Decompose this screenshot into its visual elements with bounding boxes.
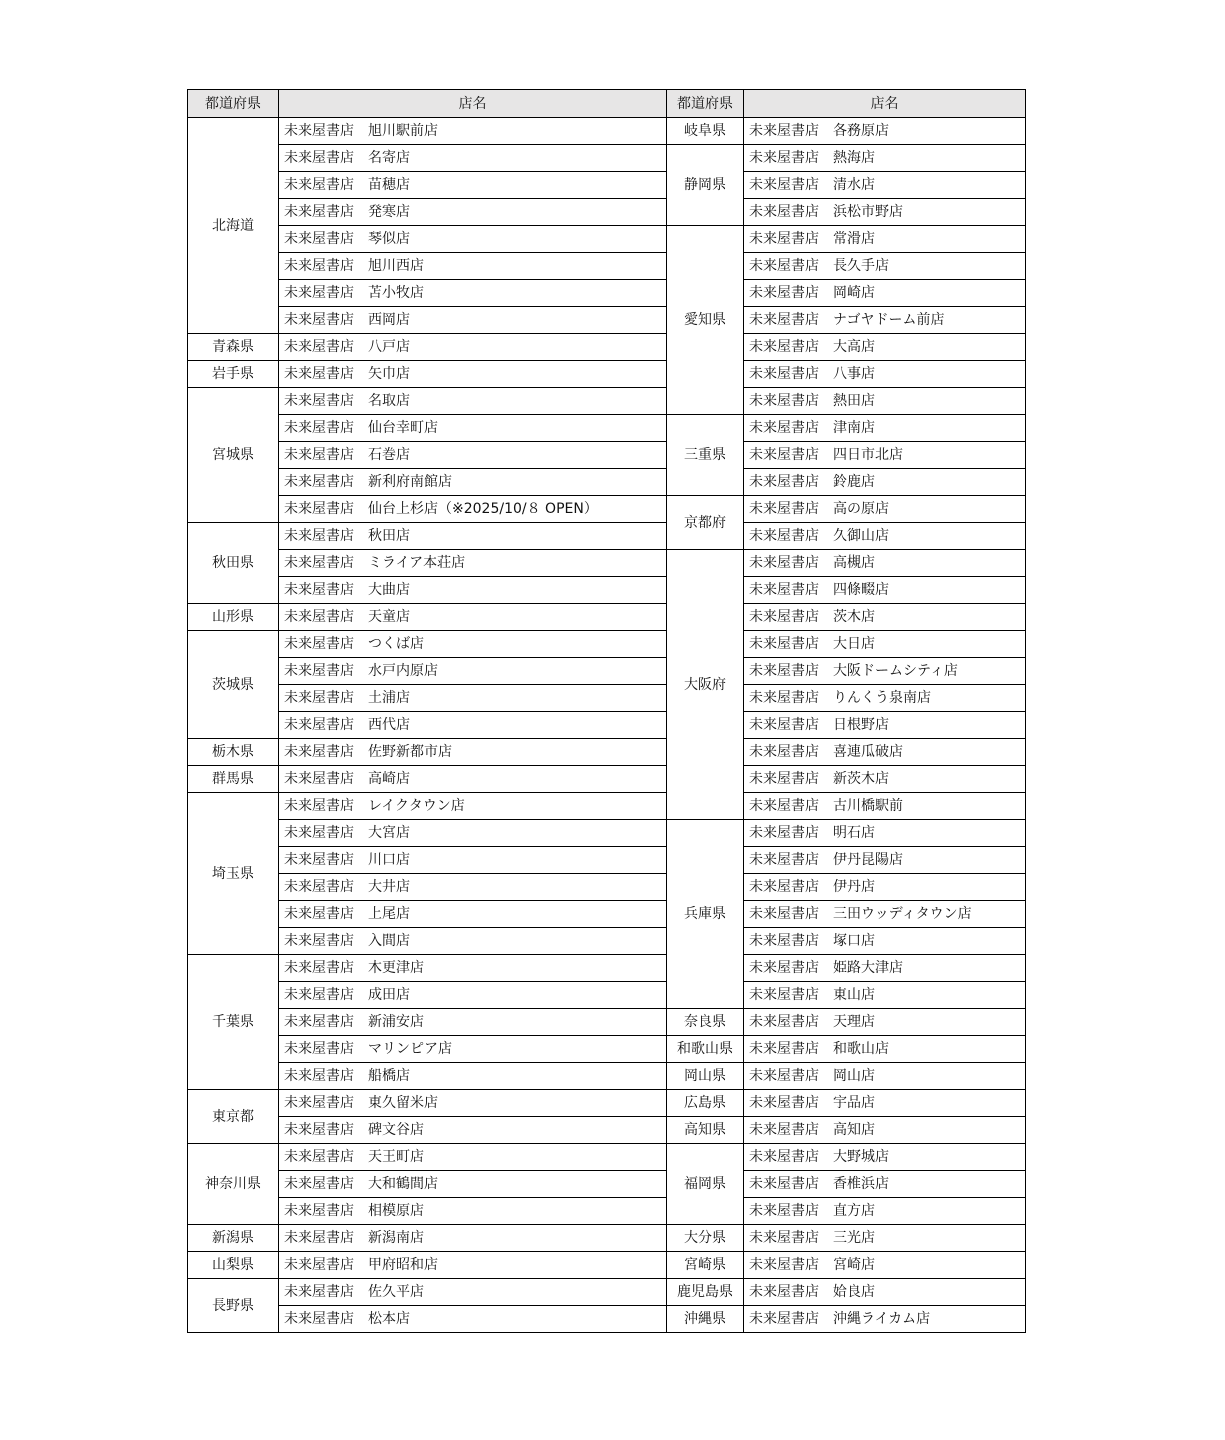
table-row	[188, 1252, 1026, 1279]
store-name-cell: 未来屋書店 三光店	[744, 1225, 1026, 1252]
table-row	[188, 469, 1026, 496]
store-name-cell: 未来屋書店 古川橋駅前	[744, 793, 1026, 820]
store-name-cell: 未来屋書店 香椎浜店	[744, 1171, 1026, 1198]
prefecture-cell: 沖縄県	[667, 1306, 744, 1333]
store-name-cell: 未来屋書店 四條畷店	[744, 577, 1026, 604]
prefecture-cell: 大分県	[667, 1225, 744, 1252]
table-row	[188, 388, 1026, 415]
table-row	[188, 145, 1026, 172]
prefecture-cell: 栃木県	[188, 739, 279, 766]
store-name-cell: 未来屋書店 ミライア本荘店	[279, 550, 667, 577]
prefecture-cell: 青森県	[188, 334, 279, 361]
store-name-cell: 未来屋書店 岡山店	[744, 1063, 1026, 1090]
store-name-cell: 未来屋書店 伊丹昆陽店	[744, 847, 1026, 874]
prefecture-cell: 北海道	[188, 118, 279, 334]
table-row	[188, 118, 1026, 145]
table-row	[188, 307, 1026, 334]
prefecture-cell: 岩手県	[188, 361, 279, 388]
table-row	[188, 1171, 1026, 1198]
prefecture-cell: 秋田県	[188, 523, 279, 604]
store-name-cell: 未来屋書店 入間店	[279, 928, 667, 955]
prefecture-cell: 福岡県	[667, 1144, 744, 1225]
table-row	[188, 496, 1026, 523]
store-name-cell: 未来屋書店 高の原店	[744, 496, 1026, 523]
store-name-cell: 未来屋書店 姶良店	[744, 1279, 1026, 1306]
store-name-cell: 未来屋書店 東久留米店	[279, 1090, 667, 1117]
store-name-cell: 未来屋書店 天王町店	[279, 1144, 667, 1171]
store-name-cell: 未来屋書店 熱海店	[744, 145, 1026, 172]
store-name-cell: 未来屋書店 伊丹店	[744, 874, 1026, 901]
table-row	[188, 1036, 1026, 1063]
store-name-cell: 未来屋書店 相模原店	[279, 1198, 667, 1225]
store-name-cell: 未来屋書店 大井店	[279, 874, 667, 901]
table-row	[188, 1279, 1026, 1306]
store-name-cell: 未来屋書店 熱田店	[744, 388, 1026, 415]
table-body	[188, 118, 1026, 1333]
table-row	[188, 1198, 1026, 1225]
store-name-cell: 未来屋書店 ナゴヤドーム前店	[744, 307, 1026, 334]
store-name-cell: 未来屋書店 大曲店	[279, 577, 667, 604]
table-row	[188, 631, 1026, 658]
table-row	[188, 658, 1026, 685]
table-row	[188, 361, 1026, 388]
table-row	[188, 550, 1026, 577]
store-name-cell: 未来屋書店 大野城店	[744, 1144, 1026, 1171]
prefecture-cell: 兵庫県	[667, 820, 744, 1009]
store-name-cell: 未来屋書店 大和鶴間店	[279, 1171, 667, 1198]
prefecture-cell: 東京都	[188, 1090, 279, 1144]
table-row	[188, 226, 1026, 253]
store-name-cell: 未来屋書店 マリンピア店	[279, 1036, 667, 1063]
store-name-cell: 未来屋書店 大阪ドームシティ店	[744, 658, 1026, 685]
header-store-left: 店名	[279, 90, 667, 118]
store-name-cell: 未来屋書店 秋田店	[279, 523, 667, 550]
table-row	[188, 253, 1026, 280]
store-name-cell: 未来屋書店 甲府昭和店	[279, 1252, 667, 1279]
store-name-cell: 未来屋書店 高槻店	[744, 550, 1026, 577]
prefecture-cell: 高知県	[667, 1117, 744, 1144]
store-name-cell: 未来屋書店 鈴鹿店	[744, 469, 1026, 496]
store-name-cell: 未来屋書店 高崎店	[279, 766, 667, 793]
store-name-cell: 未来屋書店 常滑店	[744, 226, 1026, 253]
store-name-cell: 未来屋書店 高知店	[744, 1117, 1026, 1144]
store-name-cell: 未来屋書店 八戸店	[279, 334, 667, 361]
store-name-cell: 未来屋書店 岡崎店	[744, 280, 1026, 307]
store-name-cell: 未来屋書店 新潟南店	[279, 1225, 667, 1252]
store-name-cell: 未来屋書店 八事店	[744, 361, 1026, 388]
prefecture-cell: 岡山県	[667, 1063, 744, 1090]
header-prefecture-left: 都道府県	[188, 90, 279, 118]
store-name-cell: 未来屋書店 船橋店	[279, 1063, 667, 1090]
table-row	[188, 712, 1026, 739]
store-name-cell: 未来屋書店 りんくう泉南店	[744, 685, 1026, 712]
prefecture-cell: 静岡県	[667, 145, 744, 226]
table-row	[188, 766, 1026, 793]
prefecture-cell: 宮崎県	[667, 1252, 744, 1279]
store-name-cell: 未来屋書店 松本店	[279, 1306, 667, 1333]
store-name-cell: 未来屋書店 日根野店	[744, 712, 1026, 739]
table-row	[188, 955, 1026, 982]
table-row	[188, 1144, 1026, 1171]
store-name-cell: 未来屋書店 長久手店	[744, 253, 1026, 280]
store-name-cell: 未来屋書店 四日市北店	[744, 442, 1026, 469]
prefecture-cell: 山梨県	[188, 1252, 279, 1279]
header-prefecture-right: 都道府県	[667, 90, 744, 118]
store-name-cell: 未来屋書店 宇品店	[744, 1090, 1026, 1117]
store-name-cell: 未来屋書店 旭川駅前店	[279, 118, 667, 145]
table-row	[188, 280, 1026, 307]
store-name-cell: 未来屋書店 佐久平店	[279, 1279, 667, 1306]
store-name-cell: 未来屋書店 直方店	[744, 1198, 1026, 1225]
prefecture-cell: 和歌山県	[667, 1036, 744, 1063]
table-row	[188, 442, 1026, 469]
store-name-cell: 未来屋書店 つくば店	[279, 631, 667, 658]
header-store-right: 店名	[744, 90, 1026, 118]
store-name-cell: 未来屋書店 和歌山店	[744, 1036, 1026, 1063]
prefecture-cell: 神奈川県	[188, 1144, 279, 1225]
store-name-cell: 未来屋書店 東山店	[744, 982, 1026, 1009]
store-name-cell: 未来屋書店 大宮店	[279, 820, 667, 847]
store-name-cell: 未来屋書店 明石店	[744, 820, 1026, 847]
store-name-cell: 未来屋書店 佐野新都市店	[279, 739, 667, 766]
prefecture-cell: 群馬県	[188, 766, 279, 793]
store-name-cell: 未来屋書店 石巻店	[279, 442, 667, 469]
store-name-cell: 未来屋書店 喜連瓜破店	[744, 739, 1026, 766]
store-name-cell: 未来屋書店 木更津店	[279, 955, 667, 982]
store-name-cell: 未来屋書店 矢巾店	[279, 361, 667, 388]
prefecture-cell: 鹿児島県	[667, 1279, 744, 1306]
store-name-cell: 未来屋書店 西岡店	[279, 307, 667, 334]
store-name-cell: 未来屋書店 津南店	[744, 415, 1026, 442]
prefecture-cell: 茨城県	[188, 631, 279, 739]
store-name-cell: 未来屋書店 大日店	[744, 631, 1026, 658]
store-name-cell: 未来屋書店 苫小牧店	[279, 280, 667, 307]
prefecture-cell: 宮城県	[188, 388, 279, 523]
store-name-cell: 未来屋書店 成田店	[279, 982, 667, 1009]
table-row	[188, 739, 1026, 766]
store-name-cell: 未来屋書店 名取店	[279, 388, 667, 415]
table-row	[188, 820, 1026, 847]
store-name-cell: 未来屋書店 レイクタウン店	[279, 793, 667, 820]
header-row	[188, 90, 1026, 118]
prefecture-cell: 愛知県	[667, 226, 744, 415]
prefecture-cell: 大阪府	[667, 550, 744, 820]
table-row	[188, 523, 1026, 550]
prefecture-cell: 新潟県	[188, 1225, 279, 1252]
store-name-cell: 未来屋書店 久御山店	[744, 523, 1026, 550]
store-name-cell: 未来屋書店 土浦店	[279, 685, 667, 712]
prefecture-cell: 京都府	[667, 496, 744, 550]
store-name-cell: 未来屋書店 清水店	[744, 172, 1026, 199]
store-name-cell: 未来屋書店 沖縄ライカム店	[744, 1306, 1026, 1333]
store-name-cell: 未来屋書店 天理店	[744, 1009, 1026, 1036]
store-name-cell: 未来屋書店 浜松市野店	[744, 199, 1026, 226]
store-name-cell: 未来屋書店 新浦安店	[279, 1009, 667, 1036]
store-name-cell: 未来屋書店 各務原店	[744, 118, 1026, 145]
table-row	[188, 874, 1026, 901]
store-name-cell: 未来屋書店 旭川西店	[279, 253, 667, 280]
store-name-cell: 未来屋書店 新茨木店	[744, 766, 1026, 793]
store-name-cell: 未来屋書店 発寒店	[279, 199, 667, 226]
table-row	[188, 1090, 1026, 1117]
prefecture-cell: 三重県	[667, 415, 744, 496]
table-row	[188, 415, 1026, 442]
store-name-cell: 未来屋書店 水戸内原店	[279, 658, 667, 685]
store-name-cell: 未来屋書店 仙台幸町店	[279, 415, 667, 442]
table-row	[188, 982, 1026, 1009]
table-row	[188, 847, 1026, 874]
table-row	[188, 1009, 1026, 1036]
store-name-cell: 未来屋書店 名寄店	[279, 145, 667, 172]
store-list-table	[187, 89, 1026, 1333]
store-name-cell: 未来屋書店 上尾店	[279, 901, 667, 928]
table-row	[188, 199, 1026, 226]
store-name-cell: 未来屋書店 大高店	[744, 334, 1026, 361]
table-row	[188, 1225, 1026, 1252]
table-row	[188, 604, 1026, 631]
store-name-cell: 未来屋書店 仙台上杉店（※2025/10/８ OPEN）	[279, 496, 667, 523]
prefecture-cell: 長野県	[188, 1279, 279, 1333]
store-name-cell: 未来屋書店 天童店	[279, 604, 667, 631]
table-row	[188, 1117, 1026, 1144]
prefecture-cell: 岐阜県	[667, 118, 744, 145]
store-name-cell: 未来屋書店 西代店	[279, 712, 667, 739]
store-name-cell: 未来屋書店 塚口店	[744, 928, 1026, 955]
store-name-cell: 未来屋書店 苗穂店	[279, 172, 667, 199]
table-row	[188, 1306, 1026, 1333]
store-name-cell: 未来屋書店 碑文谷店	[279, 1117, 667, 1144]
table-row	[188, 793, 1026, 820]
prefecture-cell: 奈良県	[667, 1009, 744, 1036]
table-row	[188, 334, 1026, 361]
store-name-cell: 未来屋書店 川口店	[279, 847, 667, 874]
table-row	[188, 1063, 1026, 1090]
store-name-cell: 未来屋書店 茨木店	[744, 604, 1026, 631]
store-name-cell: 未来屋書店 新利府南館店	[279, 469, 667, 496]
table-row	[188, 928, 1026, 955]
store-name-cell: 未来屋書店 姫路大津店	[744, 955, 1026, 982]
prefecture-cell: 山形県	[188, 604, 279, 631]
prefecture-cell: 埼玉県	[188, 793, 279, 955]
table-row	[188, 685, 1026, 712]
store-name-cell: 未来屋書店 三田ウッディタウン店	[744, 901, 1026, 928]
store-name-cell: 未来屋書店 宮崎店	[744, 1252, 1026, 1279]
table-row	[188, 577, 1026, 604]
store-name-cell: 未来屋書店 琴似店	[279, 226, 667, 253]
prefecture-cell: 広島県	[667, 1090, 744, 1117]
table-row	[188, 901, 1026, 928]
prefecture-cell: 千葉県	[188, 955, 279, 1090]
table-row	[188, 172, 1026, 199]
